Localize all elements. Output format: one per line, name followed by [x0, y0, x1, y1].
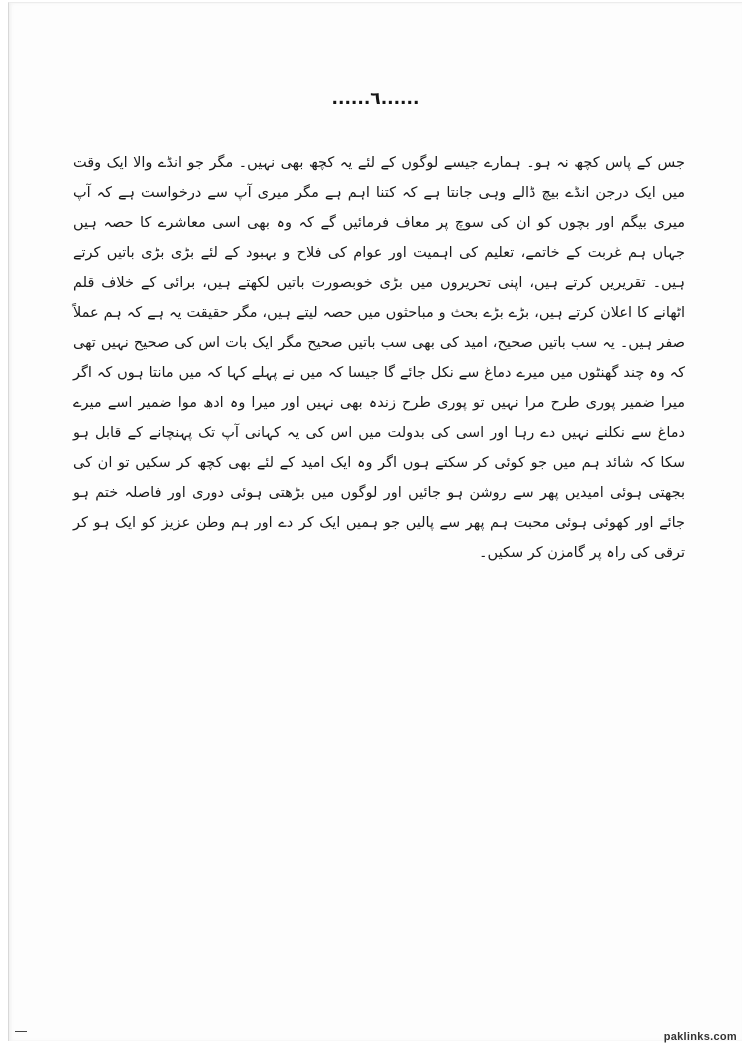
- page-edge-mark: [15, 1031, 27, 1032]
- page-number: ......٦......: [331, 89, 420, 109]
- body-paragraph: جس کے پاس کچھ نہ ہو۔ ہمارے جیسے لوگوں کے لئے یہ کچھ بھی نہیں۔ مگر جو انڈے والا ایک وقت میں ایک درجن انڈے بیچ ڈالے وہی جانتا ہے کہ کتنا اہم ہے مگر میری آپ سے درخواست ہے کہ آپ میری بیگم اور بچوں کو ان کی سوچ پر معاف فرمائیں گے کہ وہ بھی اسی معاشرے کا حصہ ہیں جہاں ہم غربت کے خاتمے، تعلیم کی اہمیت اور عوام کی فلاح و بہبود کے لئے بڑی بڑی باتیں کرتے ہیں۔ تقریریں کرتے ہیں، اپنی تحریروں میں بڑی خوبصورت باتیں لکھتے ہیں، برائی کے خلاف قلم اٹھانے کا اعلان کرتے ہیں، بڑے بڑے بحث و مباحثوں میں حصہ لیتے ہیں، مگر حقیقت یہ ہے کہ ہم عملاً صفر ہیں۔ یہ سب باتیں صحیح، امید کی بھی سب باتیں صحیح مگر ایک بات اس کی صحیح نہیں تھی کہ وہ چند گھنٹوں میں میرے دماغ سے نکل جائے گا جیسا کہ میں نے پہلے کہا کہ میں مانتا ہوں کہ اگر میرا ضمیر پوری طرح مرا نہیں تو پوری طرح زندہ بھی نہیں اور میرا وہ ادھ موا ضمیر اسے میرے دماغ سے نکلنے نہیں دے رہا اور اسی کی بدولت میں اس کی یہ کہانی آپ تک پہنچانے کے قابل ہو سکا کہ شائد ہم میں جو کوئی کر سکتے ہوں اگر وہ ایک امید کے لئے بھی کچھ کر سکیں تو ان کی بجھتی ہوئی امیدیں پھر سے روشن ہو جائیں اور لوگوں میں بڑھتی ہوئی دوری اور فاصلہ ختم ہو جائے اور کھوئی ہوئی محبت ہم پھر سے پالیں جو ہمیں ایک کر دے اور ہم وطن عزیز کو ایک ہو کر ترقی کی راہ پر گامزن کر سکیں۔: [73, 155, 685, 561]
- site-watermark: paklinks.com: [663, 1031, 737, 1043]
- scanned-page: [8, 2, 742, 1041]
